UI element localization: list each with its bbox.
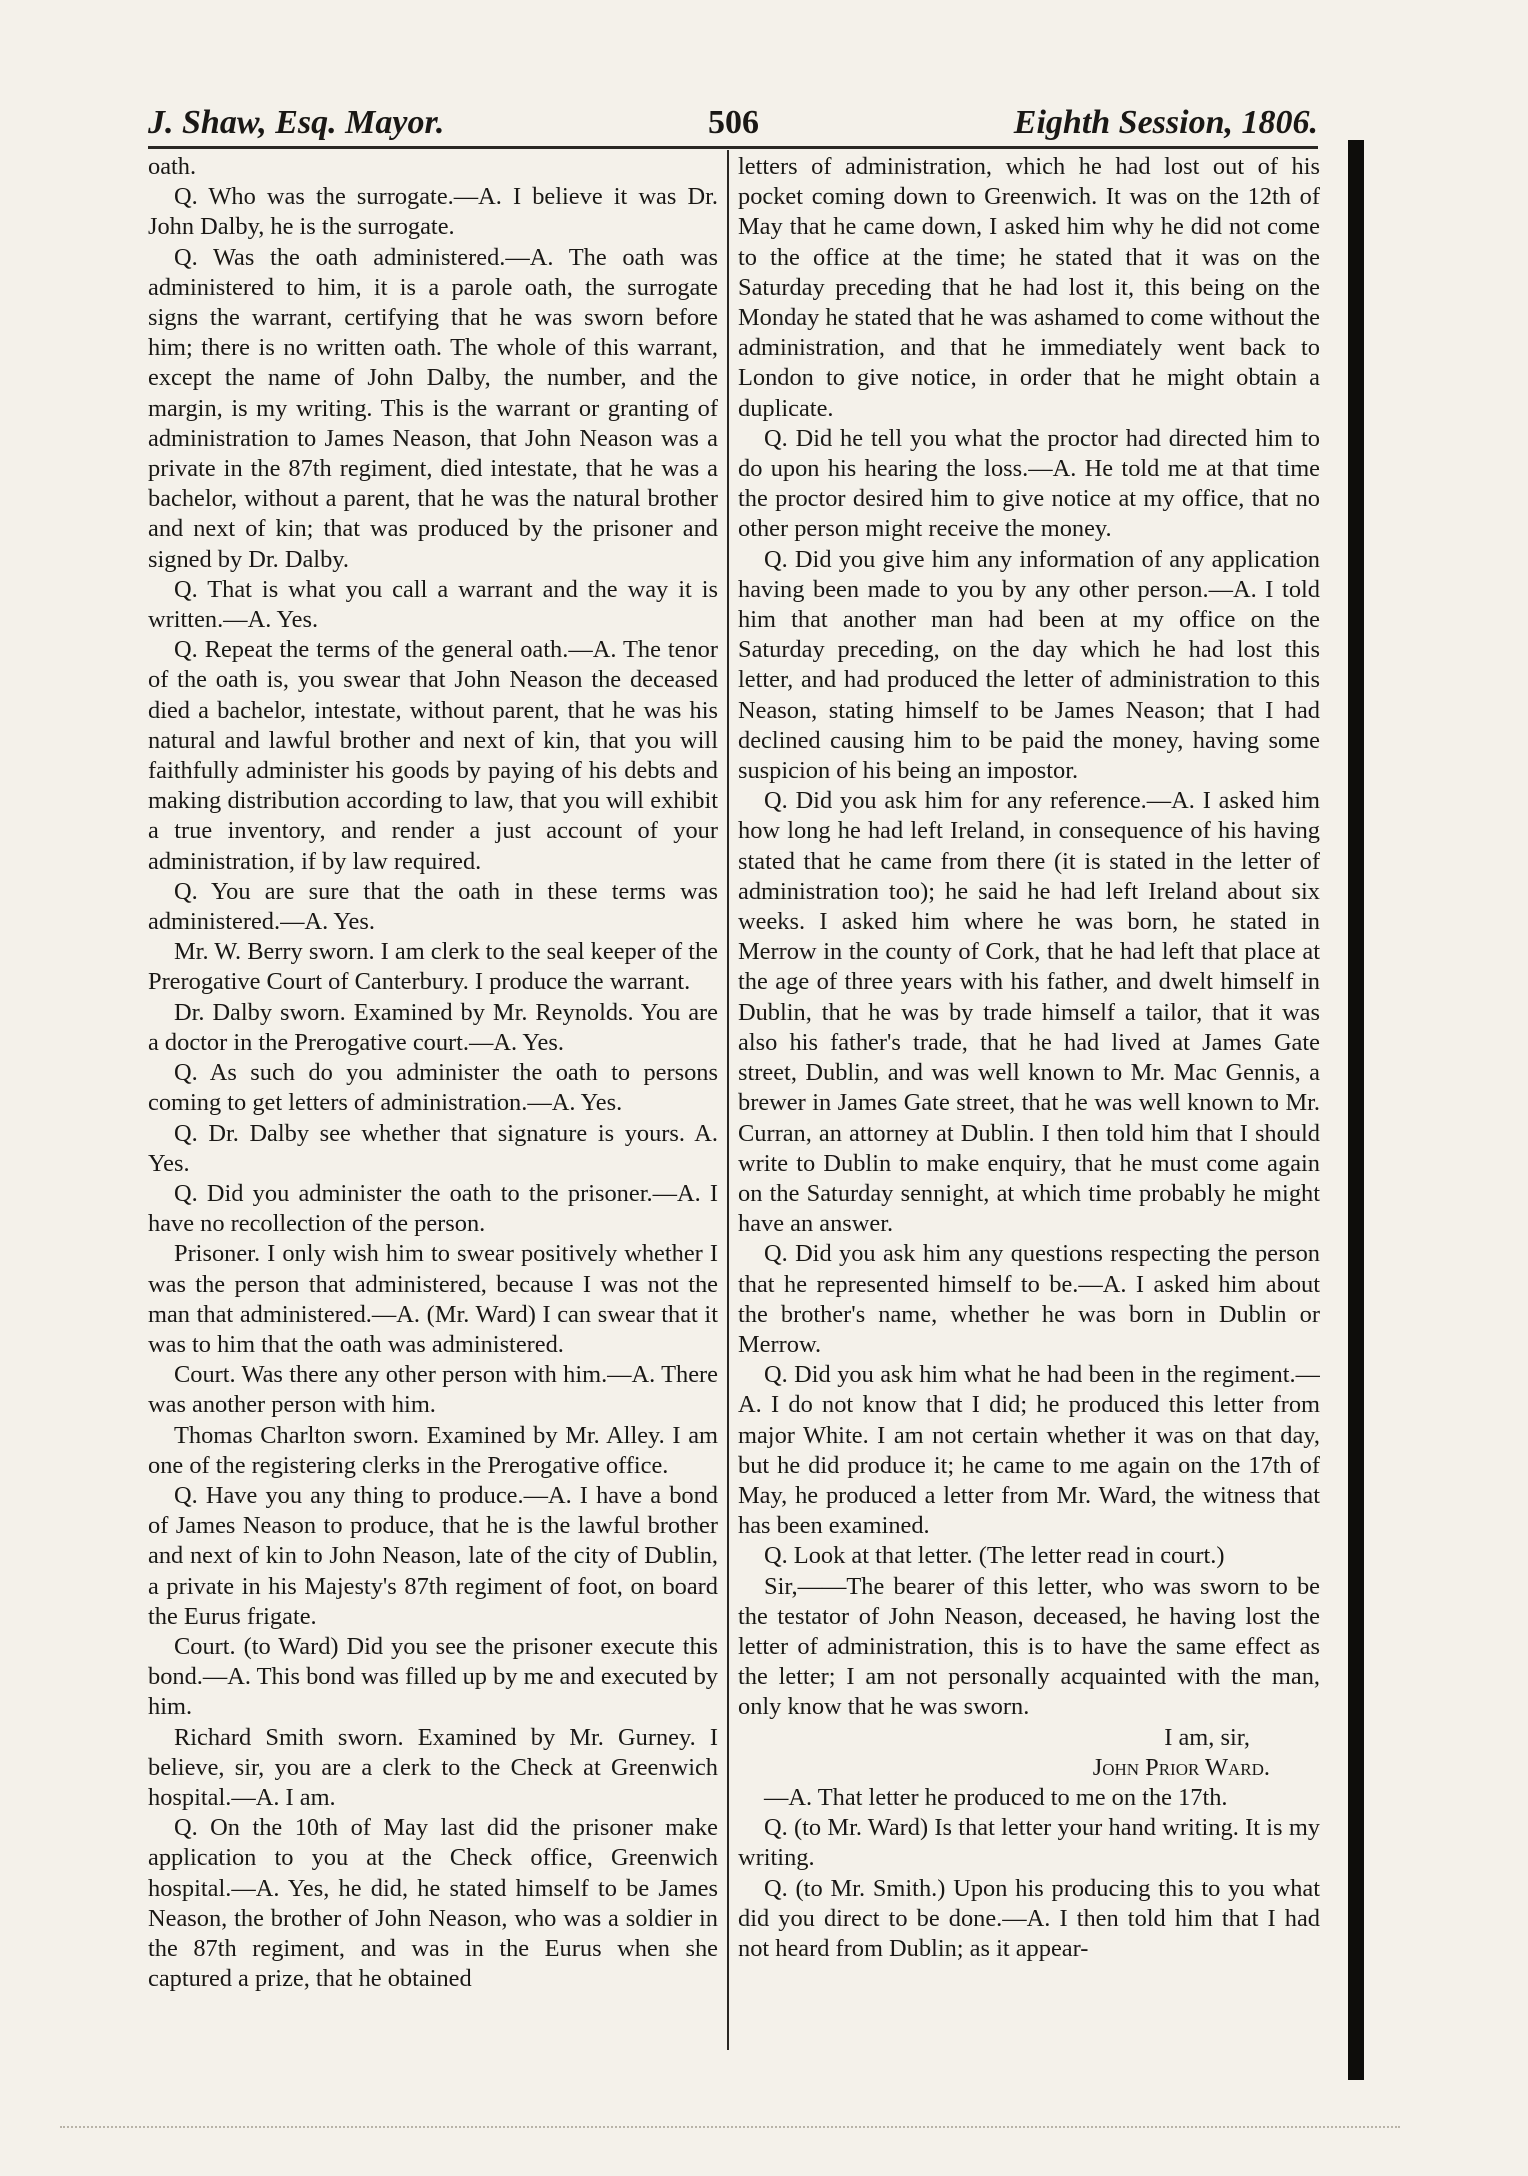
paragraph: Q. (to Mr. Ward) Is that letter your hand writing. It is my writing. [738, 1814, 1320, 1872]
paragraph: Q. Have you any thing to produce.—A. I have a bond of James Neason to produce, that he is the lawful brother and next of kin to John Neason, late of the city of Dublin, a private in his Majesty's 87th regiment of foot, on board the Eurus frigate. [148, 1481, 718, 1630]
paragraph: Q. Repeat the terms of the general oath.—A. The tenor of the oath is, you swear that John Neason the deceased died a bachelor, intestate, without parent, that he was his natural and lawful brother and next of kin, that you will faithfully administer his goods by paying of his debts and making distribution according to law, that you will exhibit a true inventory, and render a just account of your administration, if by law required. [148, 636, 718, 875]
paragraph: Q. Who was the surrogate.—A. I believe it was Dr. John Dalby, he is the surrogate. [148, 183, 718, 241]
binding-edge [1348, 140, 1364, 2080]
column-divider [727, 150, 729, 2050]
right-column [738, 152, 1320, 2042]
paragraph: Mr. W. Berry sworn. I am clerk to the seal keeper of the Prerogative Court of Canterbury. I produce the warrant. [148, 938, 718, 996]
paragraph: Q. Did you ask him for any reference.—A. I asked him how long he had left Ireland, in consequence of his having stated that he came from there (it is stated in the letter of administration too); he said he had left Ireland about six weeks. I asked him where he was born, he stated in Merrow in the county of Cork, that he had left that place at the age of three years with his father, and dwelt himself in Dublin, that he was by trade himself a tailor, that it was also his father's trade, that he had lived at James Gate street, Dublin, and was well known to Mr. Mac Gennis, a brewer in James Gate street, that he was well known to Mr. Curran, an attorney at Dublin. I then told him that I should write to Dublin to make enquiry, that he must come again on the Saturday sennight, at which time probably he might have an answer. [738, 787, 1320, 1238]
header-session: Eighth Session, 1806. [1013, 104, 1318, 141]
left-column [148, 152, 718, 2042]
paragraph: Prisoner. I only wish him to swear positively whether I was the person that administered, because I was not the man that administered.—A. (Mr. Ward) I can swear that it was to him that the oath was administered. [148, 1240, 718, 1358]
paragraph: I am, sir, [1164, 1723, 1250, 1751]
paragraph: Q. As such do you administer the oath to persons coming to get letters of administration.—A. Yes. [148, 1059, 718, 1117]
header-mayor: J. Shaw, Esq. Mayor. [148, 104, 445, 141]
paragraph: Q. (to Mr. Smith.) Upon his producing this to you what did you direct to be done.—A. I then told him that I had not heard from Dublin; as it appear- [738, 1874, 1320, 1962]
header-rule [148, 146, 1318, 149]
paragraph: Q. Look at that letter. (The letter read in court.) [764, 1542, 1225, 1570]
paragraph: Q. You are sure that the oath in these terms was administered.—A. Yes. [148, 877, 718, 936]
paragraph: Court. Was there any other person with him.—A. There was another person with him. [148, 1361, 718, 1419]
paragraph: Q. Did he tell you what the proctor had directed him to do upon his hearing the loss.—A. He told me at that time the proctor desired him to give notice at my office, that no other person might receive the money. [738, 424, 1320, 543]
page-number: 506 [708, 104, 759, 141]
paragraph: Court. (to Ward) Did you see the prisoner execute this bond.—A. This bond was filled up by me and executed by him. [148, 1632, 718, 1721]
paragraph: Sir,——The bearer of this letter, who was sworn to be the testator of John Neason, deceased, he having lost the letter of administration, this is to have the same effect as the letter; I am not personally acquainted with the man, only know that he was sworn. [738, 1572, 1320, 1721]
paragraph: oath. [148, 153, 197, 180]
page-header [148, 104, 1318, 144]
paragraph: Q. Did you ask him what he had been in the regiment.—A. I do not know that I did; he produced this letter from major White. I am not certain whether it was on that day, but he did produce it; he came to me again on the 17th of May, he produced a letter from Mr. Ward, the witness that has been examined. [738, 1361, 1320, 1540]
paragraph: Q. That is what you call a warrant and the way it is written.—A. Yes. [148, 575, 718, 634]
paragraph: Richard Smith sworn. Examined by Mr. Gurney. I believe, sir, you are a clerk to the Check at Greenwich hospital.—A. I am. [148, 1723, 718, 1811]
paragraph: Q. Dr. Dalby see whether that signature is yours. A. Yes. [148, 1119, 718, 1177]
paragraph: Q. Was the oath administered.—A. The oath was administered to him, it is a parole oath, the surrogate signs the warrant, certifying that he was sworn before him; there is no written oath. The whole of this warrant, except the name of John Dalby, the number, and the margin, is my writing. This is the warrant or granting of administration to James Neason, that John Neason was a private in the 87th regiment, died intestate, that he was a bachelor, without a parent, that he was the natural brother and next of kin; that was produced by the prisoner and signed by Dr. Dalby. [148, 243, 718, 573]
paragraph: Dr. Dalby sworn. Examined by Mr. Reynolds. You are a doctor in the Prerogative court.—A. Yes. [148, 998, 718, 1056]
paragraph: Q. Did you give him any information of any application having been made to you by any other person.—A. I told him that another man had been at my office on the Saturday preceding, on the day which he had lost this letter, and had produced the letter of administration to this Neason, stating himself to be James Neason; that I had declined causing him to be paid the money, having some suspicion of his being an impostor. [738, 545, 1320, 785]
paragraph: —A. That letter he produced to me on the 17th. [764, 1783, 1228, 1811]
paragraph: Q. Did you ask him any questions respecting the person that he represented himself to be.—A. I asked him about the brother's name, whether he was born in Dublin or Merrow. [738, 1240, 1320, 1358]
page-bottom-edge [60, 2116, 1400, 2128]
paragraph: Q. Did you administer the oath to the prisoner.—A. I have no recollection of the person. [148, 1179, 718, 1238]
paragraph: letters of administration, which he had lost out of his pocket coming down to Greenwich. It was on the 12th of May that he came down, I asked him why he did not come to the office at the time; he stated that it was on the Saturday preceding that he had lost it, this being on the Monday he stated that he was ashamed to come without the administration, and that he immediately went back to London to give notice, in order that he might obtain a duplicate. [738, 153, 1320, 422]
paragraph: John Prior Ward. [1092, 1753, 1270, 1781]
paragraph: Q. On the 10th of May last did the prisoner make application to you at the Check office, Greenwich hospital.—A. Yes, he did, he stated himself to be James Neason, the brother of John Neason, who was a soldier in the 87th regiment, and was in the Eurus when she captured a prize, that he obtained [148, 1814, 718, 1993]
paragraph: Thomas Charlton sworn. Examined by Mr. Alley. I am one of the registering clerks in the Prerogative office. [148, 1421, 718, 1479]
